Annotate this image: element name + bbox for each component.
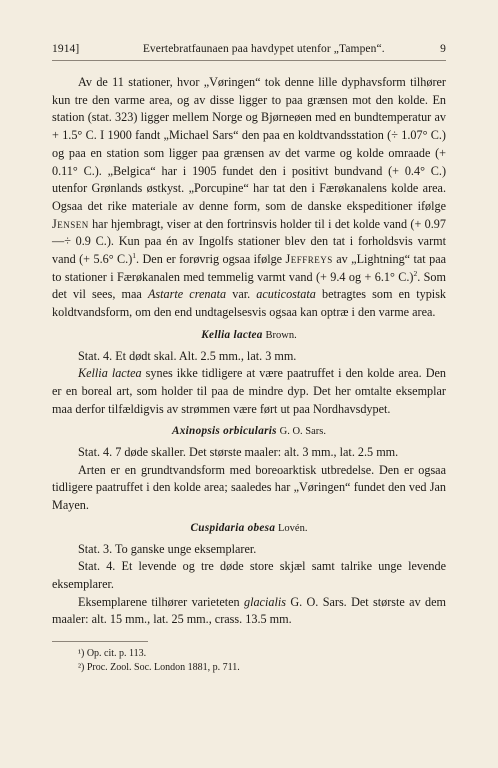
- axinopsis-station: Stat. 4. 7 døde skaller. Det største maaler: alt. 3 mm., lat. 2.5 mm.: [78, 445, 399, 460]
- header-year: 1914]: [52, 43, 80, 55]
- cuspidaria-paragraph: Eksemplarene tilhører varieteten glacialis G. O. Sars. Det største av dem maaler: alt. 15 mm., lat. 25 mm., crass. 13.5 mm.: [52, 594, 447, 627]
- species-heading-kellia: Kellia lactea Brown.: [201, 328, 297, 341]
- axinopsis-paragraph: Arten er en grundtvandsform med boreoarktisk utbredelse. Den er ogsaa tidligere paatruffet i den kolde area; saaledes har „Vøringen“ fundet den ved Jan Mayen.: [52, 462, 446, 513]
- variety-ref-acuticostata: acuticostata: [256, 287, 316, 302]
- footnote-1: ¹) Op. cit. p. 113.: [78, 648, 147, 660]
- kellia-paragraph: Kellia lactea synes ikke tidligere at være paatruffet i den kolde area. Den er en boreal art, som holder til paa de mindre dyp. Det her omtalte eksemplar maa derfor tilfældigvis av strømmen være ført ut paa Nordhavsdypet.: [52, 366, 446, 416]
- kellia-station: Stat. 4. Et dødt skal. Alt. 2.5 mm., lat. 3 mm.: [78, 348, 297, 363]
- species-ref-astarte: Astarte crenata: [147, 287, 227, 302]
- footnotes: [52, 647, 446, 675]
- page-number: 9: [440, 43, 446, 55]
- footnote-ref-1: 1: [132, 250, 137, 260]
- header-rule: [52, 60, 446, 61]
- species-heading-cuspidaria: Cuspidaria obesa Lovén.: [190, 521, 308, 534]
- cuspidaria-station-4: Stat. 4. Et levende og tre døde store skjæl samt talrike unge levende eksemplarer.: [52, 559, 446, 591]
- intro-paragraph: Av de 11 stationer, hvor „Vøringen“ tok denne lille dyphavsform tilhører kun tre den varme area, og av disse ligger to paa grænsen mot den kolde. En station (stat. 323) ligger mellem Norge og Bjørneøen med en bundtemperatur av + 1.5° C. I 1900 fandt „Michael Sars“ den paa en koldtvandsstation (÷ 1.07° C.) og paa en station som ligger paa grænsen av det varme og kolde omraade (+ 0.11° C.). „Belgica“ har i 1905 fundet den i positivt bundvand (+ 0.4° C.) utenfor Grønlands østkyst. „Porcupine“ har tat den i Færøkanalens kolde area. Ogsaa det rike materiale av denne form, som de danske ekspeditioner ifølge Jensen har hjembragt, viser at den fortrinsvis holder til i det kolde vand (+ 0.97—÷ 0.9 C.). Kun paa én av Ingolfs stationer blev den tat i forholdsvis varmt vand (+ 5.6° C.)$^1$. Den er forøvrig ogsaa ifølge Jeffreys av „Lightning“ tat paa to stationer i Færøkanalen med temmelig varmt vand (+ 9.4 og + 6.1° C.)$^2$. Som det vil sees, maa Astarte crenata var. acuticostata betragtes som en typisk koldtvandsform, om den end undtagelsesvis ogsaa kan optræ i den varme area.: [52, 75, 447, 320]
- running-header: [52, 43, 446, 55]
- species-heading-axinopsis: Axinopsis orbicularis G. O. Sars.: [171, 425, 326, 438]
- footnote-2: ²) Proc. Zool. Soc. London 1881, p. 711.: [78, 662, 240, 674]
- footnote-ref-2: 2: [413, 268, 418, 278]
- author-jensen: Jensen: [52, 216, 89, 231]
- author-jeffreys: Jeffreys: [285, 252, 333, 267]
- cuspidaria-station-3: Stat. 3. To ganske unge eksemplarer.: [78, 541, 257, 556]
- footnote-rule: [52, 641, 148, 642]
- header-title: Evertebratfaunaen paa havdypet utenfor „Tampen“.: [142, 43, 385, 55]
- page-body: [52, 74, 446, 675]
